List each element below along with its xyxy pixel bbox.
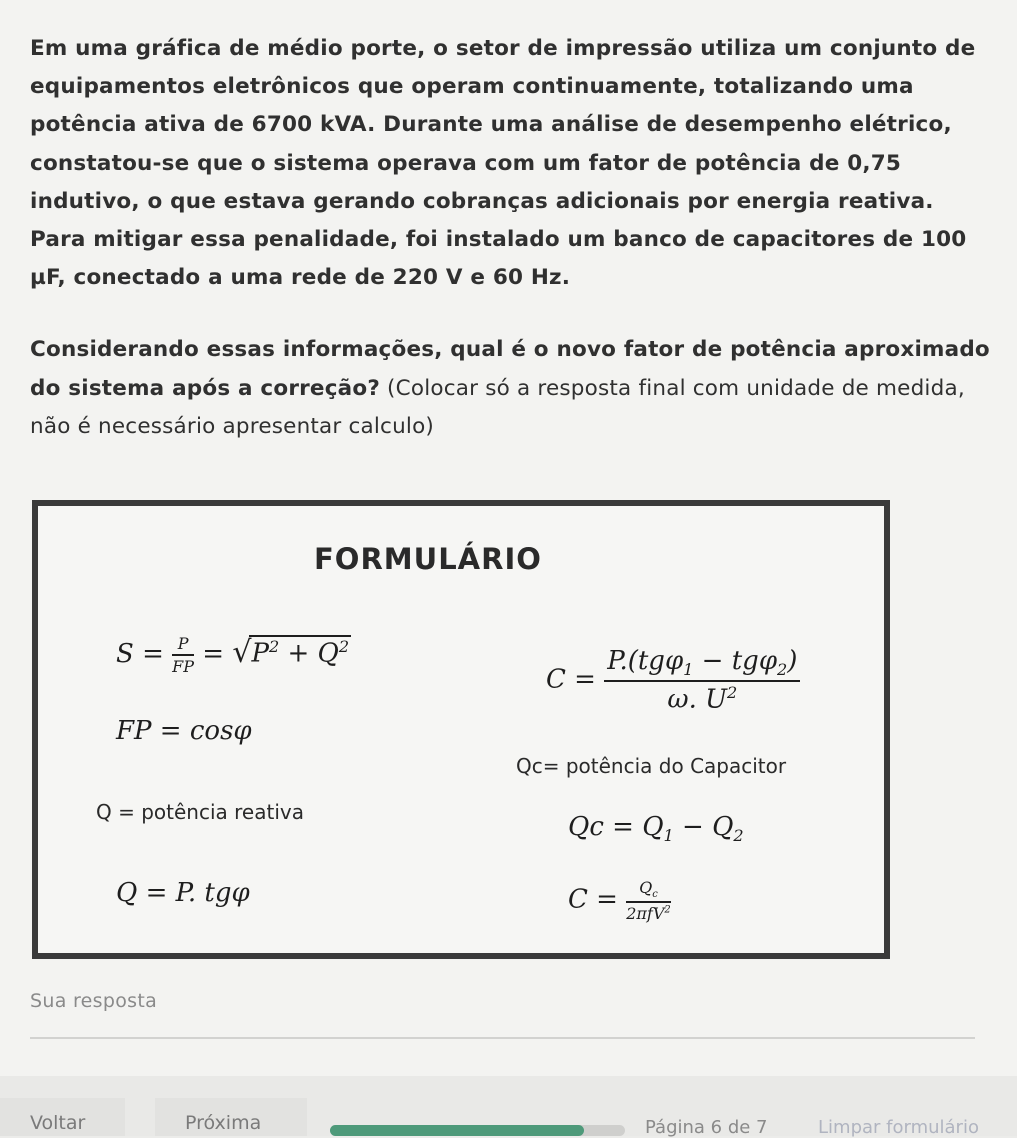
progress-bar-fill (330, 1125, 584, 1136)
progress-bar (330, 1125, 625, 1136)
question-text (30, 30, 990, 446)
formula-capacitance-tangent: C = $\frac{P.(tg\varphi_1 - tg\varphi_2)}{\omega. U^2}$ (546, 646, 800, 715)
question-paragraph-2 (30, 331, 990, 446)
formula-sheet (32, 500, 890, 959)
back-button[interactable] (0, 1098, 125, 1136)
question-instructions: (Colocar só a resposta final com unidade de medida, não é necessário apresentar calculo) (30, 375, 965, 439)
formula-capacitor-power: $Qc = Q_1 - Q_2$ (568, 812, 744, 846)
label-reactive-power: Q = potência reativa (96, 800, 304, 824)
formula-power-factor: FP = cosφ (116, 716, 252, 746)
page-indicator: Página 6 de 7 (645, 1117, 768, 1138)
next-button-label: Próxima (185, 1112, 262, 1134)
answer-input[interactable] (30, 1037, 975, 1039)
formula-apparent-power: S = $\frac{P}{FP}$ = $√P^2 + Q^2$ (116, 634, 350, 676)
formula-sheet-title: FORMULÁRIO (314, 542, 542, 576)
question-prompt: Considerando essas informações, qual é o novo fator de potência aproximado do sistema após a correção? (30, 337, 990, 401)
label-capacitor-power: Qc= potência do Capacitor (516, 754, 787, 778)
clear-form-link[interactable]: Limpar formulário (818, 1117, 979, 1138)
answer-label: Sua resposta (30, 990, 158, 1012)
formula-reactive-power: Q = P. tgφ (116, 878, 250, 908)
question-paragraph-1: Em uma gráfica de médio porte, o setor de impressão utiliza um conjunto de equipamentos eletrônicos que operam continuamente, totalizando uma potência ativa de 6700 kVA. Durante uma análise de desempenho elétrico, constatou-se que o sistema operava com um fator de potência de 0,75 indutivo, o que estava gerando cobranças adicionais por energia reativa. Para mitigar essa penalidade, foi instalado um banco de capacitores de 100 µF, conectado a uma rede de 220 V e 60 Hz. (30, 36, 976, 291)
formula-capacitance: C = $\frac{Q_c}{2\pi fV^2}$ (568, 878, 671, 924)
back-button-label: Voltar (30, 1112, 86, 1134)
next-button[interactable] (155, 1098, 307, 1136)
